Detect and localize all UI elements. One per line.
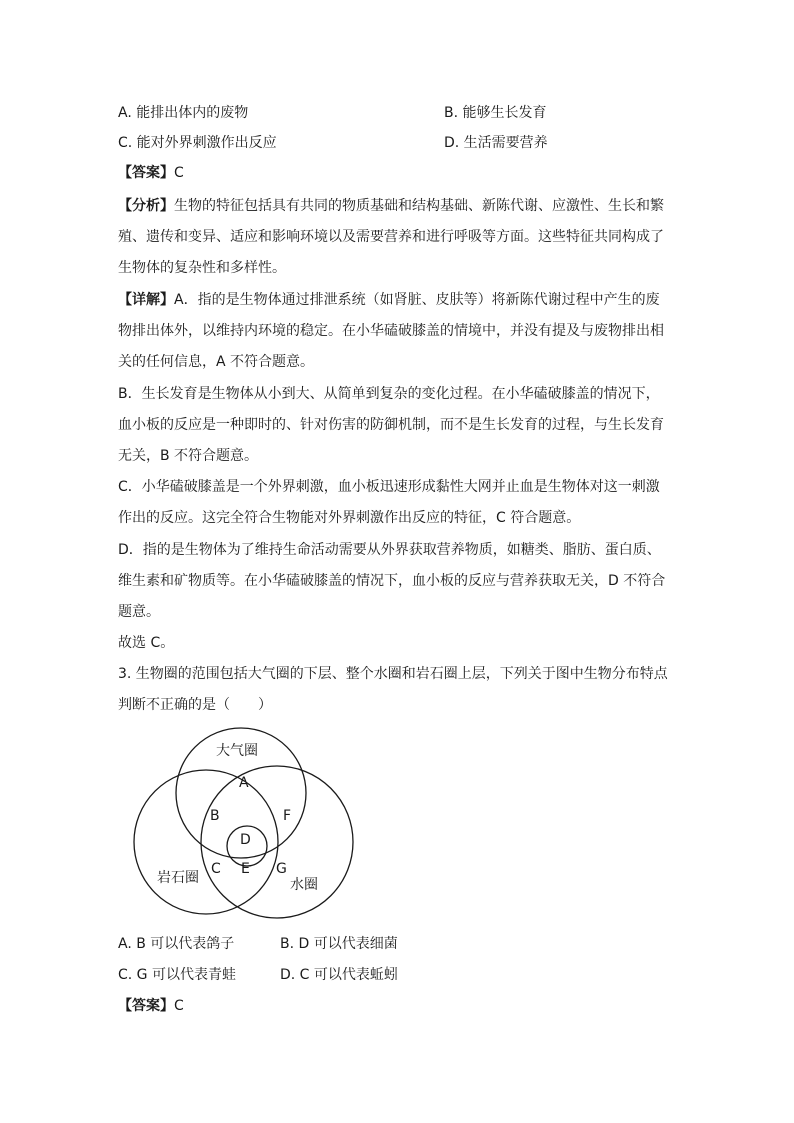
hydrosphere-label: 水圈 [290,877,318,893]
region-e-label: E [241,861,250,877]
answer-value: C [174,165,184,181]
q3-option-a: A. B 可以代表鸽子 [118,936,235,952]
region-c-label: C [211,861,221,877]
region-g-label: G [276,861,287,877]
q3-option-c: C. G 可以代表青蛙 [118,967,236,983]
q2-answer [118,163,184,183]
answer-tag: 【答案】 [118,165,174,181]
q2-analysis-line-1 [118,196,664,216]
q2-detail-line-8: 作出的反应。这完全符合生物能对外界刺激作出反应的特征，C 符合题意。 [118,510,581,526]
q2-detail-line-10: 维生素和矿物质等。在小华磕破膝盖的情况下，血小板的反应与营养获取无关，D 不符合 [118,573,666,589]
region-d-label: D [240,832,251,848]
answer-tag: 【答案】 [118,998,174,1014]
q2-option-d: D. 生活需要营养 [444,135,548,151]
region-b-label: B [210,808,220,824]
region-a-label: A [239,775,249,791]
q2-detail-line-11: 题意。 [118,604,160,620]
q2-detail-line-3: 关的任何信息，A 不符合题意。 [118,354,315,370]
q3-answer [118,996,184,1016]
q3-option-b: B. D 可以代表细菌 [280,936,398,952]
region-f-label: F [283,808,292,824]
lithosphere-circle [134,770,278,914]
q2-detail-line-7: C．小华磕破膝盖是一个外界刺激，血小板迅速形成黏性大网并止血是生物体对这一刺激 [118,479,660,495]
q2-detail-line-9: D．指的是生物体为了维持生命活动需要从外界获取营养物质，如糖类、脂肪、蛋白质、 [118,542,661,558]
analysis-text: 生物的特征包括具有共同的物质基础和结构基础、新陈代谢、应激性、生长和繁 [174,198,664,214]
biosphere-venn-diagram [120,720,370,920]
q2-option-b: B. 能够生长发育 [444,105,547,121]
q3-option-d: D. C 可以代表蚯蚓 [280,967,398,983]
q2-analysis-line-3: 生物体的复杂性和多样性。 [118,260,286,276]
q2-analysis-line-2: 殖、遗传和变异、适应和影响环境以及需要营养和进行呼吸等方面。这些特征共同构成了 [118,229,664,245]
answer-value: C [174,998,184,1014]
detail-tag: 【详解】 [118,292,174,308]
lithosphere-label: 岩石圈 [157,870,199,886]
analysis-tag: 【分析】 [118,198,174,214]
q3-stem-line-1: 3. 生物圈的范围包括大气圈的下层、整个水圈和岩石圈上层，下列关于图中生物分布特点 [118,666,668,682]
q2-option-c: C. 能对外界刺激作出反应 [118,135,277,151]
atmosphere-label: 大气圈 [216,743,258,759]
q3-stem-line-2: 判断不正确的是（ ） [118,697,272,713]
q2-detail-line-1 [118,290,660,310]
q2-detail-line-6: 无关，B 不符合题意。 [118,448,259,464]
q2-option-a: A. 能排出体内的废物 [118,105,249,121]
q2-detail-line-2: 物排出体外，以维持内环境的稳定。在小华磕破膝盖的情境中，并没有提及与废物排出相 [118,323,664,339]
hydrosphere-circle [201,766,353,918]
q2-detail-line-4: B．生长发育是生物体从小到大、从简单到复杂的变化过程。在小华磕破膝盖的情况下， [118,386,660,402]
q2-detail-line-5: 血小板的反应是一种即时的、针对伤害的防御机制，而不是生长发育的过程，与生长发育 [118,417,664,433]
detail-text: A．指的是生物体通过排泄系统（如肾脏、皮肤等）将新陈代谢过程中产生的废 [174,292,660,308]
q2-conclusion: 故选 C。 [118,635,175,651]
